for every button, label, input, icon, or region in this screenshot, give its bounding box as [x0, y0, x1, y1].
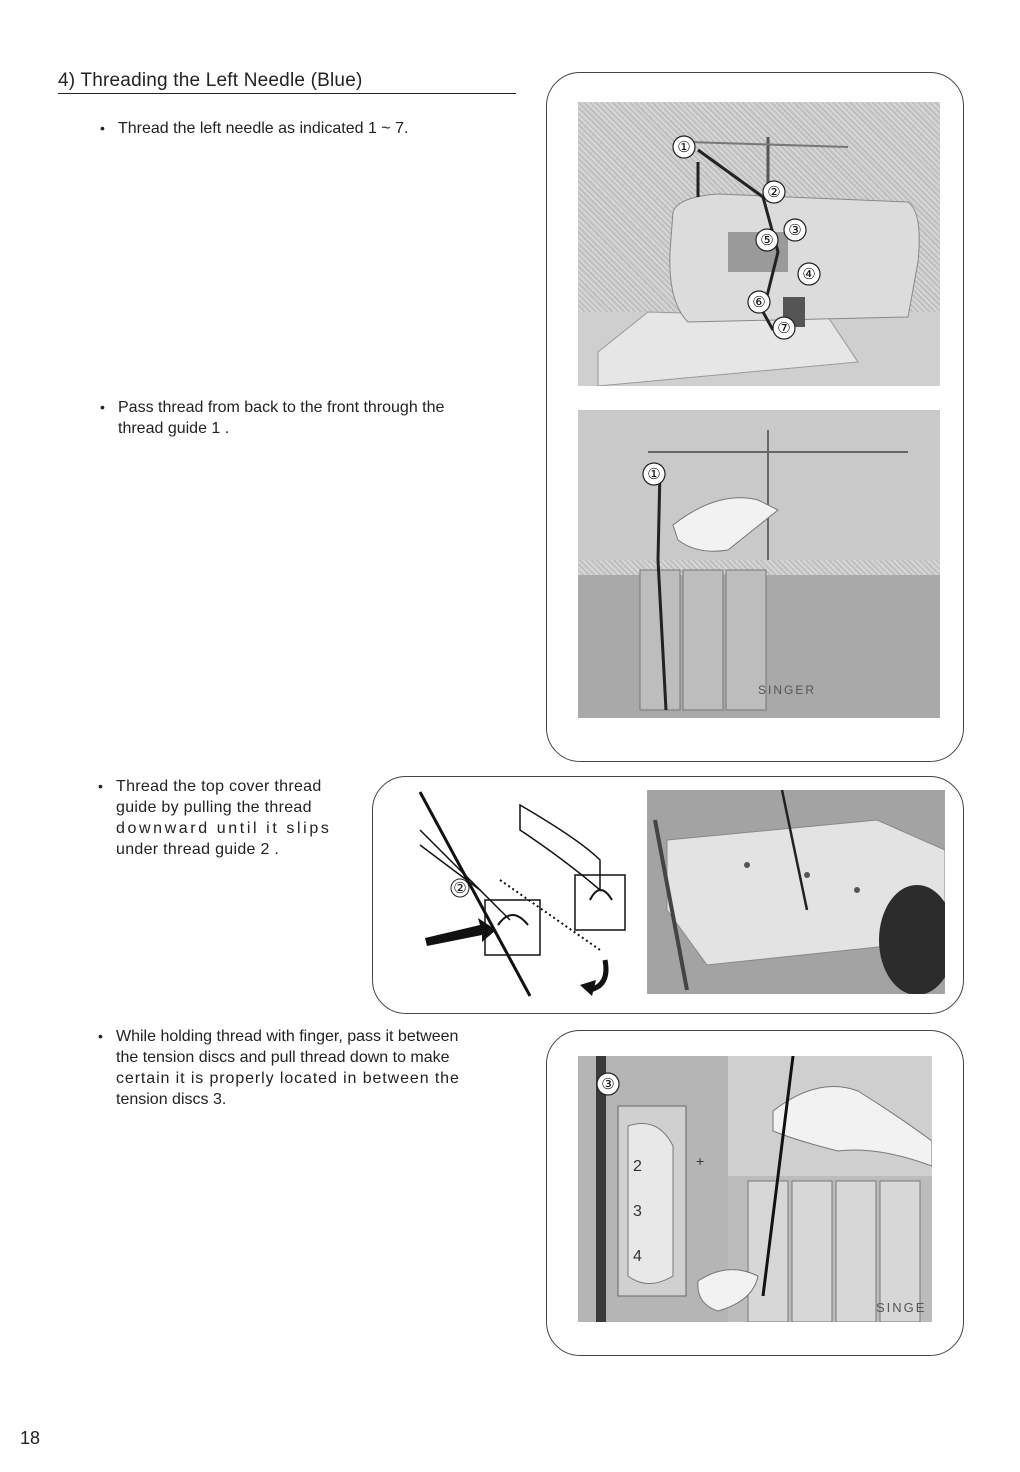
callout-2: ② — [767, 183, 781, 201]
bullet: • — [100, 120, 105, 136]
callout-5: ⑤ — [760, 231, 774, 249]
tension-callout: ③ — [601, 1075, 615, 1093]
callout-7: ⑦ — [777, 319, 791, 337]
step-4-text — [98, 1026, 511, 1110]
section-heading: 4) Threading the Left Needle (Blue) — [58, 70, 516, 94]
step-3-line-3: downward until it slips — [116, 820, 332, 837]
callout-3: ③ — [788, 221, 802, 239]
brand-label: SINGER — [758, 683, 817, 697]
cover-guide-illustration — [647, 790, 945, 994]
serger-overview-illustration — [578, 102, 940, 386]
step-3-line-4: under thread guide 2 . — [116, 841, 280, 858]
step-4-line-1: While holding thread with finger, pass it between — [116, 1028, 459, 1045]
step-2-text — [100, 397, 518, 439]
step-2-line-2: thread guide 1 . — [118, 420, 230, 437]
guide-2-callout: ② — [453, 879, 467, 897]
dial-number-4: 4 — [633, 1248, 642, 1265]
tension-discs-photo — [578, 1056, 932, 1322]
threading-overview-photo — [578, 102, 940, 386]
step-3-text — [98, 776, 336, 860]
step-4-line-3: certain it is properly located in between the — [116, 1070, 460, 1087]
step-2-line-1: Pass thread from back to the front through the — [118, 399, 445, 416]
dial-number-3: 3 — [633, 1203, 642, 1220]
step-1-line: Thread the left needle as indicated 1 ~ 7. — [118, 120, 409, 137]
step-4-line-2: the tension discs and pull thread down to make — [116, 1049, 450, 1066]
page-number: 18 — [20, 1428, 41, 1448]
bullet: • — [100, 399, 105, 415]
guide-1-callout: ① — [647, 465, 661, 483]
dial-number-2: 2 — [633, 1158, 642, 1175]
tension-disc-illustration — [578, 1056, 932, 1322]
bullet: • — [98, 1028, 103, 1044]
brand-label-cropped: SINGE — [876, 1300, 927, 1315]
callout-4: ④ — [802, 265, 816, 283]
bullet: • — [98, 778, 104, 794]
callout-1: ① — [677, 138, 691, 156]
guide-2-line-drawing — [400, 790, 640, 998]
step-3-line-2: guide by pulling the thread — [116, 799, 312, 816]
step-1-text — [100, 118, 409, 139]
thread-guide-1-photo — [578, 410, 940, 718]
svg-text:+: + — [696, 1153, 705, 1169]
cover-thread-guide-photo — [647, 790, 945, 994]
thread-guide-2-diagram — [400, 790, 640, 998]
step-4-line-4: tension discs 3. — [116, 1091, 227, 1108]
thread-guide-illustration — [578, 410, 940, 718]
callout-6: ⑥ — [752, 293, 766, 311]
step-3-line-1: Thread the top cover thread — [116, 778, 322, 795]
